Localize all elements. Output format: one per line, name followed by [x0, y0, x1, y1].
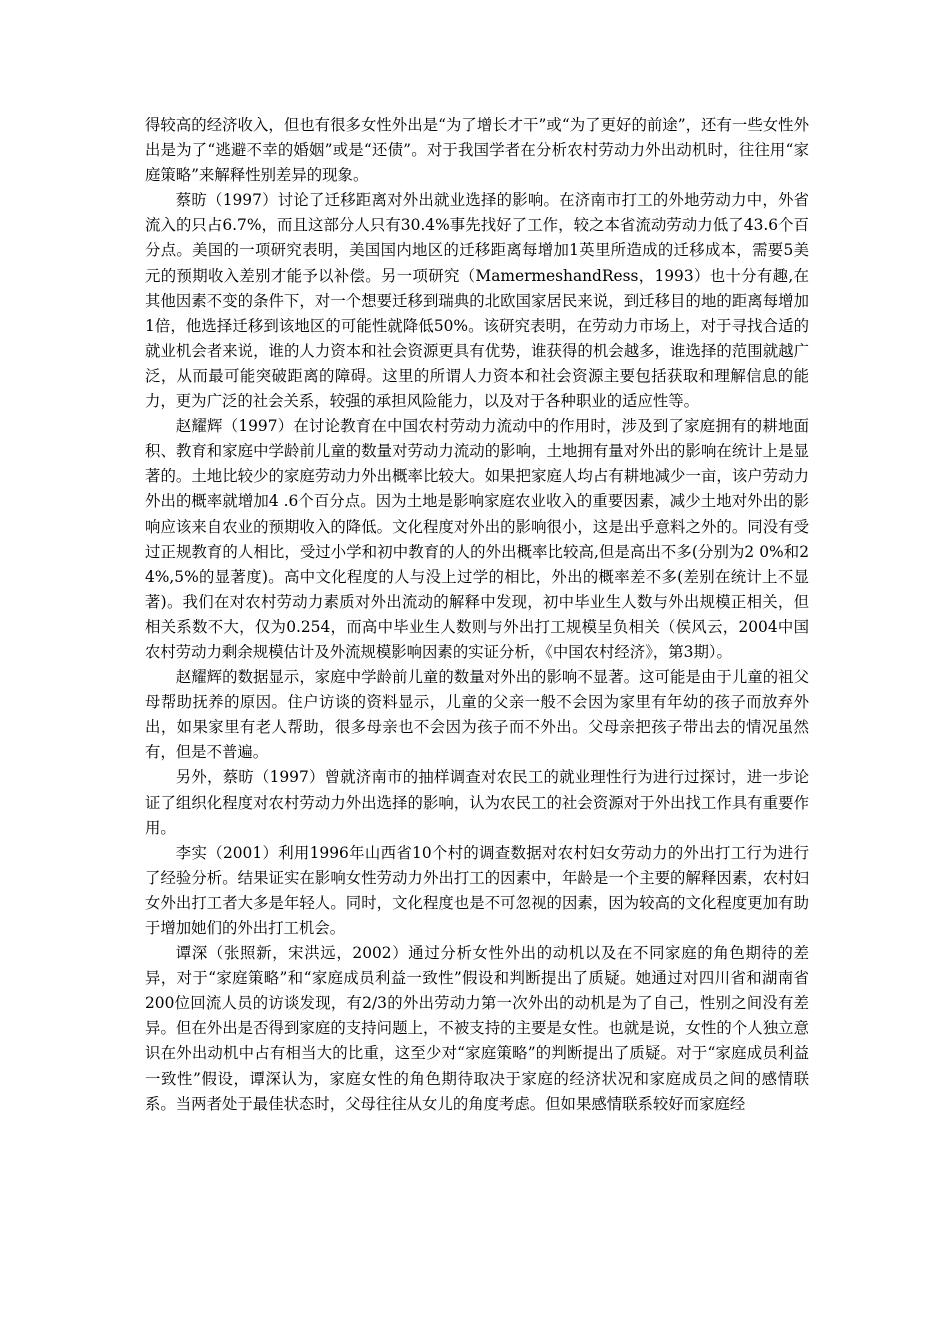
- paragraph-7: 谭深（张照新，宋洪远，2002）通过分析女性外出的动机以及在不同家庭的角色期待的差异，对于“家庭策略”和“家庭成员利益一致性”假设和判断提出了质疑。她通过对四川省和湖南省200位回流人员的访谈发现，有2/3的外出劳动力第一次外出的动机是为了自己，性别之间没有差异。但在外出是否得到家庭的支持问题上，不被支持的主要是女性。也就是说，女性的个人独立意识在外出动机中占有相当大的比重，这至少对“家庭策略”的判断提出了质疑。对于“家庭成员利益一致性”假设，谭深认为，家庭女性的角色期待取决于家庭的经济状况和家庭成员之间的感情联系。当两者处于最佳状态时，父母往往从女儿的角度考虑。但如果感情联系较好而家庭经: [145, 944, 809, 1113]
- paragraph-4: 赵耀辉的数据显示，家庭中学龄前儿童的数量对外出的影响不显著。这可能是由于儿童的祖父母帮助抚养的原因。住户访谈的资料显示，儿童的父亲一般不会因为家里有年幼的孩子而放弃外出，如果家里有老人帮助，很多母亲也不会因为孩子而不外出。父母亲把孩子带出去的情况虽然有，但是不普遍。: [145, 668, 809, 762]
- paragraph-1: 得较高的经济收入，但也有很多女性外出是“为了增长才干”或“为了更好的前途”，还有一些女性外出是为了“逃避不幸的婚姻”或是“还债”。对于我国学者在分析农村劳动力外出动机时，往往用“家庭策略”来解释性别差异的现象。: [145, 116, 809, 185]
- paragraph-6: 李实（2001）利用1996年山西省10个村的调查数据对农村妇女劳动力的外出打工行为进行了经验分析。结果证实在影响女性劳动力外出打工的因素中，年龄是一个主要的解释因素，农村妇女外出打工者大多是年轻人。同时，文化程度也是不可忽视的因素，因为较高的文化程度更加有助于增加她们的外出打工机会。: [145, 843, 809, 937]
- paragraph-2: 蔡昉（1997）讨论了迁移距离对外出就业选择的影响。在济南市打工的外地劳动力中，外省流入的只占6.7%，而且这部分人只有30.4%事先找好了工作，较之本省流动劳动力低了43.6个百分点。美国的一项研究表明，美国国内地区的迁移距离每增加1英里所造成的迁移成本，需要5美元的预期收入差别才能予以补偿。另一项研究（MamermeshandRess，1993）也十分有趣,在其他因素不变的条件下，对一个想要迁移到瑞典的北欧国家居民来说，到迁移目的地的距离每增加1倍，他选择迁移到该地区的可能性就降低50%。该研究表明，在劳动力市场上，对于寻找合适的就业机会者来说，谁的人力资本和社会资源更具有优势，谁获得的机会越多，谁选择的范围就越广泛，从而最可能突破距离的障碍。这里的所谓人力资本和社会资源主要包括获取和理解信息的能力，更为广泛的社会关系，较强的承担风险能力，以及对于各种职业的适应性等。: [145, 191, 809, 411]
- document-body: [145, 113, 809, 1117]
- paragraph-5: 另外，蔡昉（1997）曾就济南市的抽样调查对农民工的就业理性行为进行过探讨，进一步论证了组织化程度对农村劳动力外出选择的影响，认为农民工的社会资源对于外出找工作具有重要作用。: [145, 768, 809, 837]
- paragraph-3: 赵耀辉（1997）在讨论教育在中国农村劳动力流动中的作用时，涉及到了家庭拥有的耕地面积、教育和家庭中学龄前儿童的数量对劳动力流动的影响，土地拥有量对外出的影响在统计上是显著的。土地比较少的家庭劳动力外出概率比较大。如果把家庭人均占有耕地减少一亩，该户劳动力外出的概率就增加4 .6个百分点。因为土地是影响家庭农业收入的重要因素，减少土地对外出的影响应该来自农业的预期收入的降低。文化程度对外出的影响很小，这是出乎意料之外的。同没有受过正规教育的人相比，受过小学和初中教育的人的外出概率比较高,但是高出不多(分别为2 0%和2 4%,5%的显著度)。高中文化程度的人与没上过学的相比，外出的概率差不多(差别在统计上不显著)。我们在对农村劳动力素质对外出流动的解释中发现，初中毕业生人数与外出规模正相关，但相关系数不大，仅为0.254，而高中毕业生人数则与外出打工规模呈负相关（侯风云，2004中国农村劳动力剩余规模估计及外流规模影响因素的实证分析，《中国农村经济》，第3期）。: [145, 417, 809, 661]
